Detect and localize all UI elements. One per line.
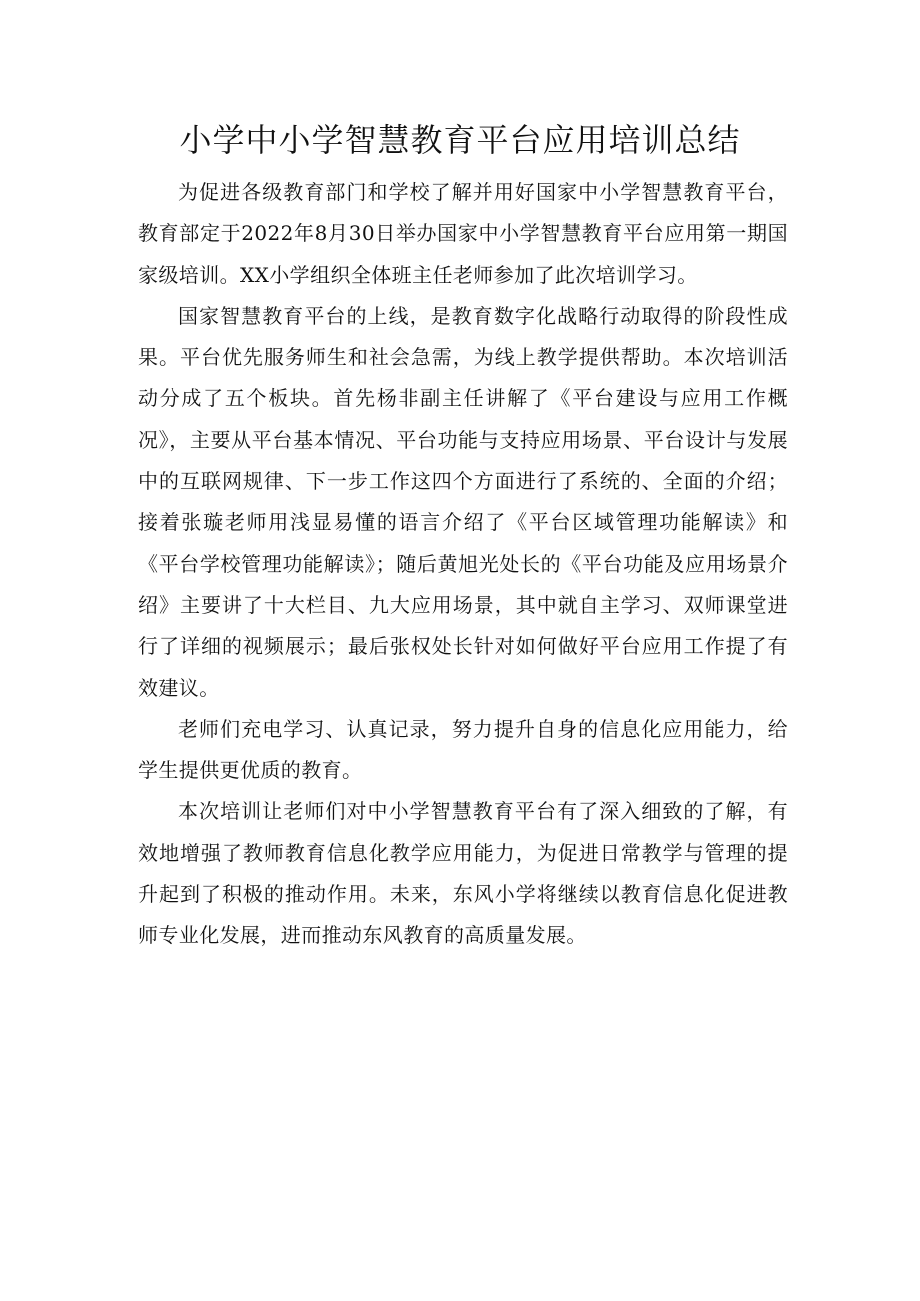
paragraph-conclusion: 本次培训让老师们对中小学智慧教育平台有了深入细致的了解，有效地增强了教师教育信息化教学应用能力，为促进日常教学与管理的提升起到了积极的推动作用。未来，东风小学将继续以教育信息化促进教师专业化发展，进而推动东风教育的高质量发展。 bbox=[138, 799, 788, 948]
paragraph-intro: 为促进各级教育部门和学校了解并用好国家中小学智慧教育平台，教育部定于2022年8月30日举办国家中小学智慧教育平台应用第一期国家级培训。XX小学组织全体班主任老师参加了此次培训学习。 bbox=[138, 180, 788, 287]
paragraph-teachers-learning: 老师们充电学习、认真记录，努力提升自身的信息化应用能力，给学生提供更优质的教育。 bbox=[138, 716, 788, 783]
document-body bbox=[138, 172, 788, 957]
paragraph-training-content: 国家智慧教育平台的上线，是教育数字化战略行动取得的阶段性成果。平台优先服务师生和社会急需，为线上教学提供帮助。本次培训活动分成了五个板块。首先杨非副主任讲解了《平台建设与应用工作概况》，主要从平台基本情况、平台功能与支持应用场景、平台设计与发展中的互联网规律、下一步工作这四个方面进行了系统的、全面的介绍；接着张璇老师用浅显易懂的语言介绍了《平台区域管理功能解读》和《平台学校管理功能解读》；随后黄旭光处长的《平台功能及应用场景介绍》主要讲了十大栏目、九大应用场景，其中就自主学习、双师课堂进行了详细的视频展示；最后张权处长针对如何做好平台应用工作提了有效建议。 bbox=[138, 303, 788, 700]
document-title: 小学中小学智慧教育平台应用培训总结 bbox=[179, 121, 741, 159]
